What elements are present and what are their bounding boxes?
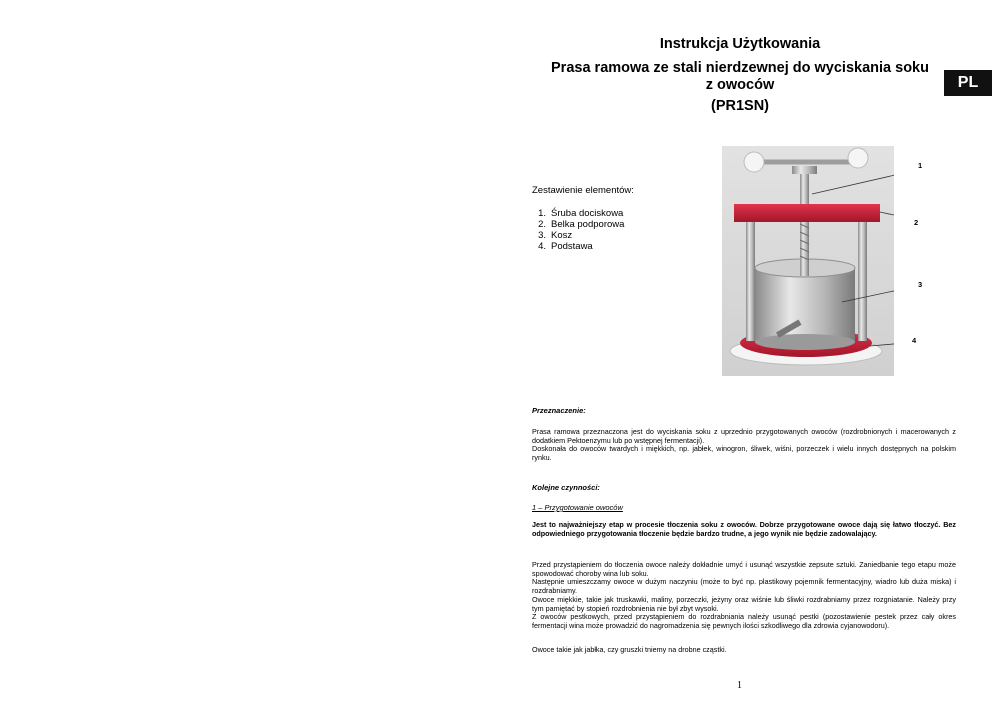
fruit-press-illustration xyxy=(722,146,894,376)
page-number: 1 xyxy=(737,680,742,691)
steps-heading: Kolejne czynności: xyxy=(532,483,600,492)
components-heading: Zestawienie elementów: xyxy=(532,185,634,196)
callout-4: 4 xyxy=(912,336,917,345)
step-1-paragraph-1: Przed przystąpieniem do tłoczenia owoce należy dokładnie umyć i usunąć wszystkie zepsute sztuki. Zaniedbanie tego etapu może spowodować choroby wina lub soku. xyxy=(532,560,956,578)
language-badge: PL xyxy=(944,70,992,96)
callout-3: 3 xyxy=(918,280,923,289)
step-1-paragraph-3: Owoce miękkie, takie jak truskawki, maliny, porzeczki, jeżyny oraz wiśnie lub śliwki rozdrabniamy przez rozgniatanie. Należy przy tym pamiętać by stopień rozdrobnienia nie był zbyt wysoki. xyxy=(532,595,956,613)
callout-2: 2 xyxy=(914,218,919,227)
manual-title: Instrukcja Użytkowania xyxy=(659,36,821,52)
purpose-text-1: Prasa ramowa przeznaczona jest do wyciskania soku z uprzednio przygotowanych owoców (rozdrobnionych i macerowanych z dodatkiem Pektoenzymu lub po wstępnej fermentacji). xyxy=(532,427,956,445)
components-list xyxy=(532,208,624,252)
list-item: 3. Kosz xyxy=(538,230,573,241)
product-title-cont: z owoców xyxy=(705,77,775,93)
step-1-paragraph-4: Z owoców pestkowych, przed przystąpieniem do rozdrabniania należy usunąć pestki (pozostawienie pestek przez cały okres fermentacji wina może prowadzić do nagromadzenia się pewnych ilości szkodliwego dla zdrowia cyjanowodoru). xyxy=(532,612,956,630)
purpose-heading: Przeznaczenie: xyxy=(532,406,586,415)
product-title: Prasa ramowa ze stali nierdzewnej do wyciskania soku xyxy=(551,60,929,76)
list-item: 2. Belka podporowa xyxy=(538,219,625,230)
step-1-paragraph-5: Owoce takie jak jabłka, czy gruszki tniemy na drobne cząstki. xyxy=(532,645,727,654)
product-code: (PR1SN) xyxy=(710,98,769,114)
purpose-text-2: Doskonała do owoców twardych i miękkich, np. jabłek, winogron, śliwek, wiśni, porzeczek i wielu innych dostępnych na polskim rynku. xyxy=(532,444,956,462)
step-1-title: 1 – Przygotowanie owoców xyxy=(532,503,623,512)
list-item: 4. Podstawa xyxy=(538,241,593,252)
callout-1: 1 xyxy=(918,161,923,170)
step-1-paragraph-2: Następnie umieszczamy owoce w dużym naczyniu (może to być np. plastikowy pojemnik fermentacyjny, wiadro lub duża miska) i rozdrabniamy. xyxy=(532,577,956,595)
list-item: 1. Śruba dociskowa xyxy=(538,208,624,219)
step-1-emphasis: Jest to najważniejszy etap w procesie tłoczenia soku z owoców. Dobrze przygotowane owoce dają się łatwo tłoczyć. Bez odpowiedniego przygotowania tłoczenie będzie bardzo trudne, a jego wynik nie będzie zadowalający. xyxy=(532,520,956,538)
